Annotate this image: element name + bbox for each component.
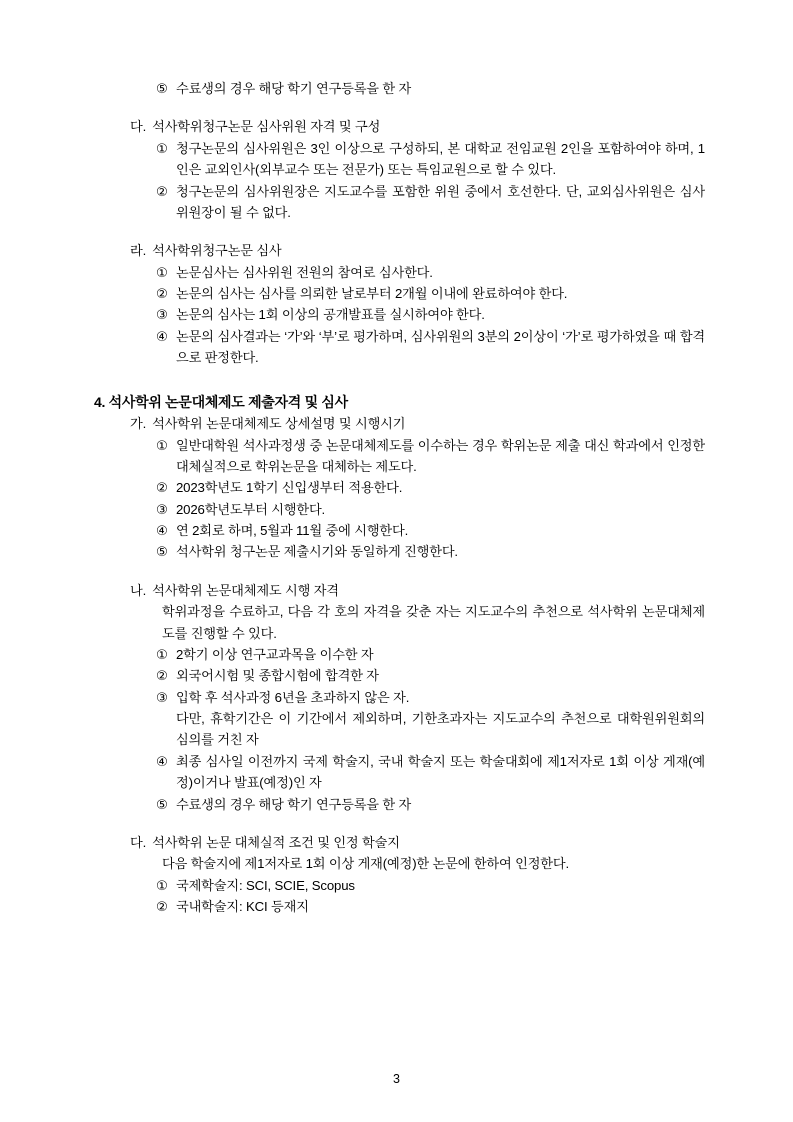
list-item: [156, 541, 705, 562]
list-item-text: 논문의 심사결과는 ‘가’와 ‘부’로 평가하며, 심사위원의 3분의 2이상이 ‘가’로 평가하였을 때 합격으로 판정한다.: [176, 328, 705, 366]
paragraph: 학위과정을 수료하고, 다음 각 호의 자격을 갖춘 자는 지도교수의 추천으로 석사학위 논문대체제도를 진행할 수 있다.: [162, 604, 705, 641]
subsection-label: 다.: [130, 834, 147, 850]
list-item-text: 외국어시험 및 종합시험에 합격한 자: [176, 668, 379, 684]
spacer: [112, 815, 705, 832]
list-item: [156, 304, 705, 325]
list-item-marker: ⑤: [156, 544, 168, 560]
list-item: [156, 262, 705, 283]
paragraph: 다음 학술지에 제1저자로 1회 이상 게재(예정)한 논문에 한하여 인정한다.: [162, 856, 569, 872]
list-item-text: 최종 심사일 이전까지 국제 학술지, 국내 학술지 또는 학술대회에 제1저자로 1회 이상 게재(예정)이거나 발표(예정)인 자: [176, 753, 705, 791]
subsection-label: 나.: [130, 582, 147, 598]
subsection-label: 라.: [130, 243, 147, 259]
subsection-item: [130, 413, 705, 434]
list-item: [156, 181, 705, 224]
list-item-marker: ④: [156, 753, 168, 769]
list-item: [156, 138, 705, 181]
list-item: [156, 435, 705, 478]
list-item-text: 2023학년도 1학기 신입생부터 적용한다.: [176, 480, 403, 496]
list-item: [156, 896, 705, 917]
list-item-text: 석사학위 청구논문 제출시기와 동일하게 진행한다.: [176, 544, 458, 560]
spacer: [112, 223, 705, 240]
list-item-marker: ④: [156, 328, 168, 344]
list-item-marker: ①: [156, 140, 168, 156]
subsection-text: 석사학위청구논문 심사: [152, 243, 282, 259]
document-body: [94, 78, 705, 917]
sub-paragraph: 다만, 휴학기간은 이 기간에서 제외하며, 기한초과자는 지도교수의 추천으로 대학원위원회의 심의를 거친 자: [176, 711, 705, 748]
list-item: [156, 283, 705, 304]
list-item-marker: ①: [156, 264, 168, 280]
list-item-text: 수료생의 경우 해당 학기 연구등록을 한 자: [176, 81, 412, 96]
subsection-item: [130, 240, 705, 261]
section-heading: 4. 석사학위 논문대체제도 제출자격 및 심사: [94, 393, 348, 410]
list-item-text: 청구논문의 심사위원은 3인 이상으로 구성하되, 본 대학교 전임교원 2인을 포함하여야 하며, 1인은 교외인사(외부교수 또는 전문가) 또는 특임교원으로 할 수 있다.: [176, 140, 705, 178]
subsection-item: [130, 832, 705, 853]
spacer: [112, 563, 705, 580]
list-item-text: 논문의 심사는 심사를 의뢰한 날로부터 2개월 이내에 완료하여야 한다.: [176, 286, 568, 301]
subsection-text: 석사학위 논문대체제도 상세설명 및 시행시기: [152, 416, 406, 432]
subsection-text: 석사학위청구논문 심사위원 자격 및 구성: [152, 119, 381, 135]
subsection-text: 석사학위 논문대체제도 시행 자격: [152, 582, 339, 598]
list-item: [156, 477, 705, 498]
list-item: [156, 644, 705, 665]
list-item: [156, 794, 705, 815]
list-item: [156, 687, 705, 708]
list-item-text: 2학기 이상 연구교과목을 이수한 자: [176, 646, 374, 662]
subsection-item: [130, 116, 705, 137]
list-item-text: 국내학술지: KCI 등재지: [176, 899, 309, 915]
list-item: [156, 665, 705, 686]
list-item-marker: ③: [156, 501, 168, 517]
list-item-marker: ①: [156, 437, 168, 453]
list-item: [156, 78, 705, 99]
spacer: [112, 369, 705, 391]
spacer: [112, 99, 705, 116]
list-item-text: 논문심사는 심사위원 전원의 참여로 심사한다.: [176, 264, 433, 280]
list-item-marker: ④: [156, 523, 168, 539]
list-item-marker: ②: [156, 183, 168, 199]
list-item-text: 수료생의 경우 해당 학기 연구등록을 한 자: [176, 796, 412, 812]
list-item-marker: ⑤: [156, 796, 168, 812]
list-item-marker: ②: [156, 480, 168, 496]
list-item: [156, 875, 705, 896]
subsection-label: 가.: [130, 416, 147, 432]
list-item-marker: ⑤: [156, 81, 168, 96]
list-item-marker: ②: [156, 899, 168, 915]
list-item: [156, 520, 705, 541]
list-item: [156, 326, 705, 369]
list-item-text: 일반대학원 석사과정생 중 논문대체제도를 이수하는 경우 학위논문 제출 대신 학과에서 인정한 대체실적으로 학위논문을 대체하는 제도다.: [176, 437, 705, 474]
page-number: 3: [393, 1072, 400, 1086]
list-item: [156, 499, 705, 520]
subsection-label: 다.: [130, 119, 147, 135]
list-item-text: 입학 후 석사과정 6년을 초과하지 않은 자.: [176, 689, 410, 705]
list-item-marker: ②: [156, 668, 168, 684]
list-item-text: 논문의 심사는 1회 이상의 공개발표를 실시하여야 한다.: [176, 307, 485, 323]
list-item-text: 청구논문의 심사위원장은 지도교수를 포함한 위원 중에서 호선한다. 단, 교외심사위원은 심사위원장이 될 수 없다.: [176, 183, 705, 220]
list-item-marker: ③: [156, 307, 168, 323]
list-item-text: 2026학년도부터 시행한다.: [176, 501, 326, 517]
subsection-text: 석사학위 논문 대체실적 조건 및 인정 학술지: [152, 834, 400, 850]
list-item-text: 연 2회로 하며, 5월과 11월 중에 시행한다.: [176, 523, 409, 539]
list-item: [156, 751, 705, 794]
list-item-marker: ②: [156, 286, 168, 301]
list-item-marker: ③: [156, 689, 168, 705]
subsection-item: [130, 580, 705, 601]
list-item-text: 국제학술지: SCI, SCIE, Scopus: [176, 877, 355, 893]
list-item-marker: ①: [156, 646, 168, 662]
list-item-marker: ①: [156, 877, 168, 893]
